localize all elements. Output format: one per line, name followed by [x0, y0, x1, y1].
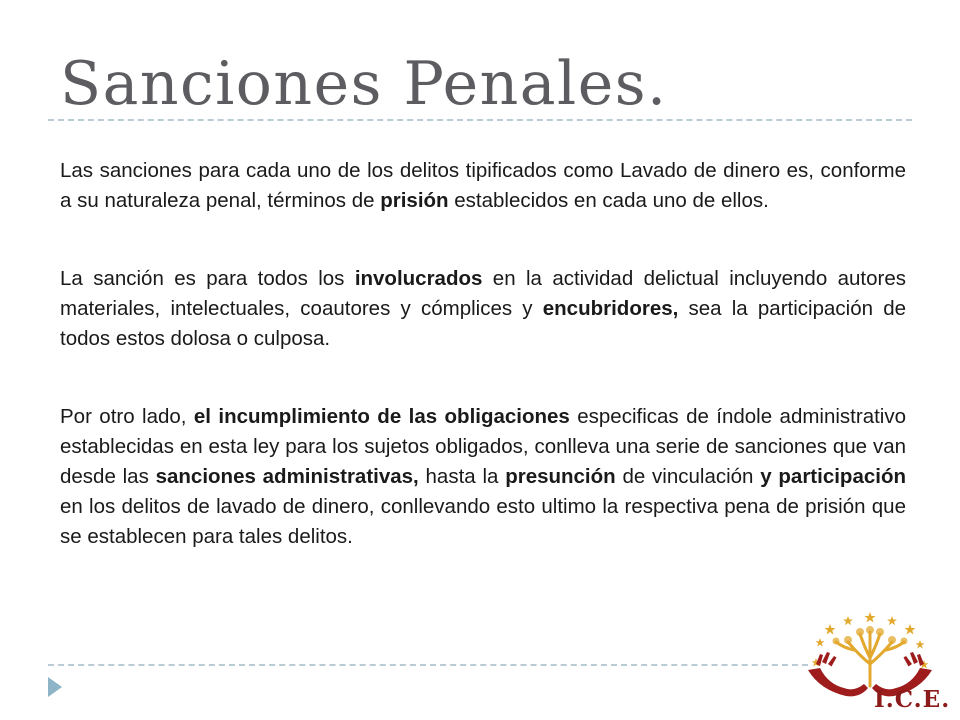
paragraph-1	[60, 156, 906, 216]
slide-title: Sanciones Penales.	[60, 49, 668, 119]
paragraph-1-text: Las sanciones para cada uno de los delitos tipificados como Lavado de dinero es, conforme a su naturaleza penal, términos de	[60, 159, 906, 212]
paragraph-3-emphasis: presunción	[505, 465, 616, 488]
paragraph-3-text: de vinculación	[615, 465, 761, 488]
paragraph-2-text: en la actividad delictual incluyendo autores materiales, intelectuales, coautores y cómplices y	[60, 267, 906, 320]
paragraph-3-text: hasta la	[418, 465, 506, 488]
paragraph-1-text: establecidos en cada uno de ellos.	[448, 189, 769, 212]
paragraph-2-text: sea la participación de todos estos dolosa o culposa.	[60, 297, 906, 350]
paragraph-3-text: especificas de índole administrativo establecidas en esta ley para los sujetos obligados, conlleva una serie de sanciones que van desde las	[60, 405, 907, 488]
logo-text: I.C.E.	[874, 686, 951, 713]
slide-body	[60, 156, 906, 600]
paragraph-2-emphasis: involucrados	[354, 267, 483, 290]
paragraph-3	[60, 402, 906, 552]
paragraph-2-emphasis: encubridores,	[542, 297, 679, 320]
paragraph-1-emphasis: prisión	[380, 189, 449, 212]
paragraph-3-emphasis: el incumplimiento de las obligaciones	[193, 405, 570, 428]
triangle-bullet-icon	[48, 677, 62, 697]
title-divider	[48, 119, 912, 121]
paragraph-2	[60, 264, 906, 354]
paragraph-3-text: en los delitos de lavado de dinero, conllevando esto ultimo la respectiva pena de prisión que se establecen para tales delitos.	[60, 495, 906, 548]
footer-divider	[48, 664, 808, 666]
paragraph-3-emphasis: sanciones administrativas,	[155, 465, 419, 488]
paragraph-3-emphasis: y participación	[760, 465, 906, 488]
paragraph-2-text: La sanción es para todos los	[60, 267, 355, 290]
paragraph-3-text: Por otro lado,	[60, 405, 194, 428]
